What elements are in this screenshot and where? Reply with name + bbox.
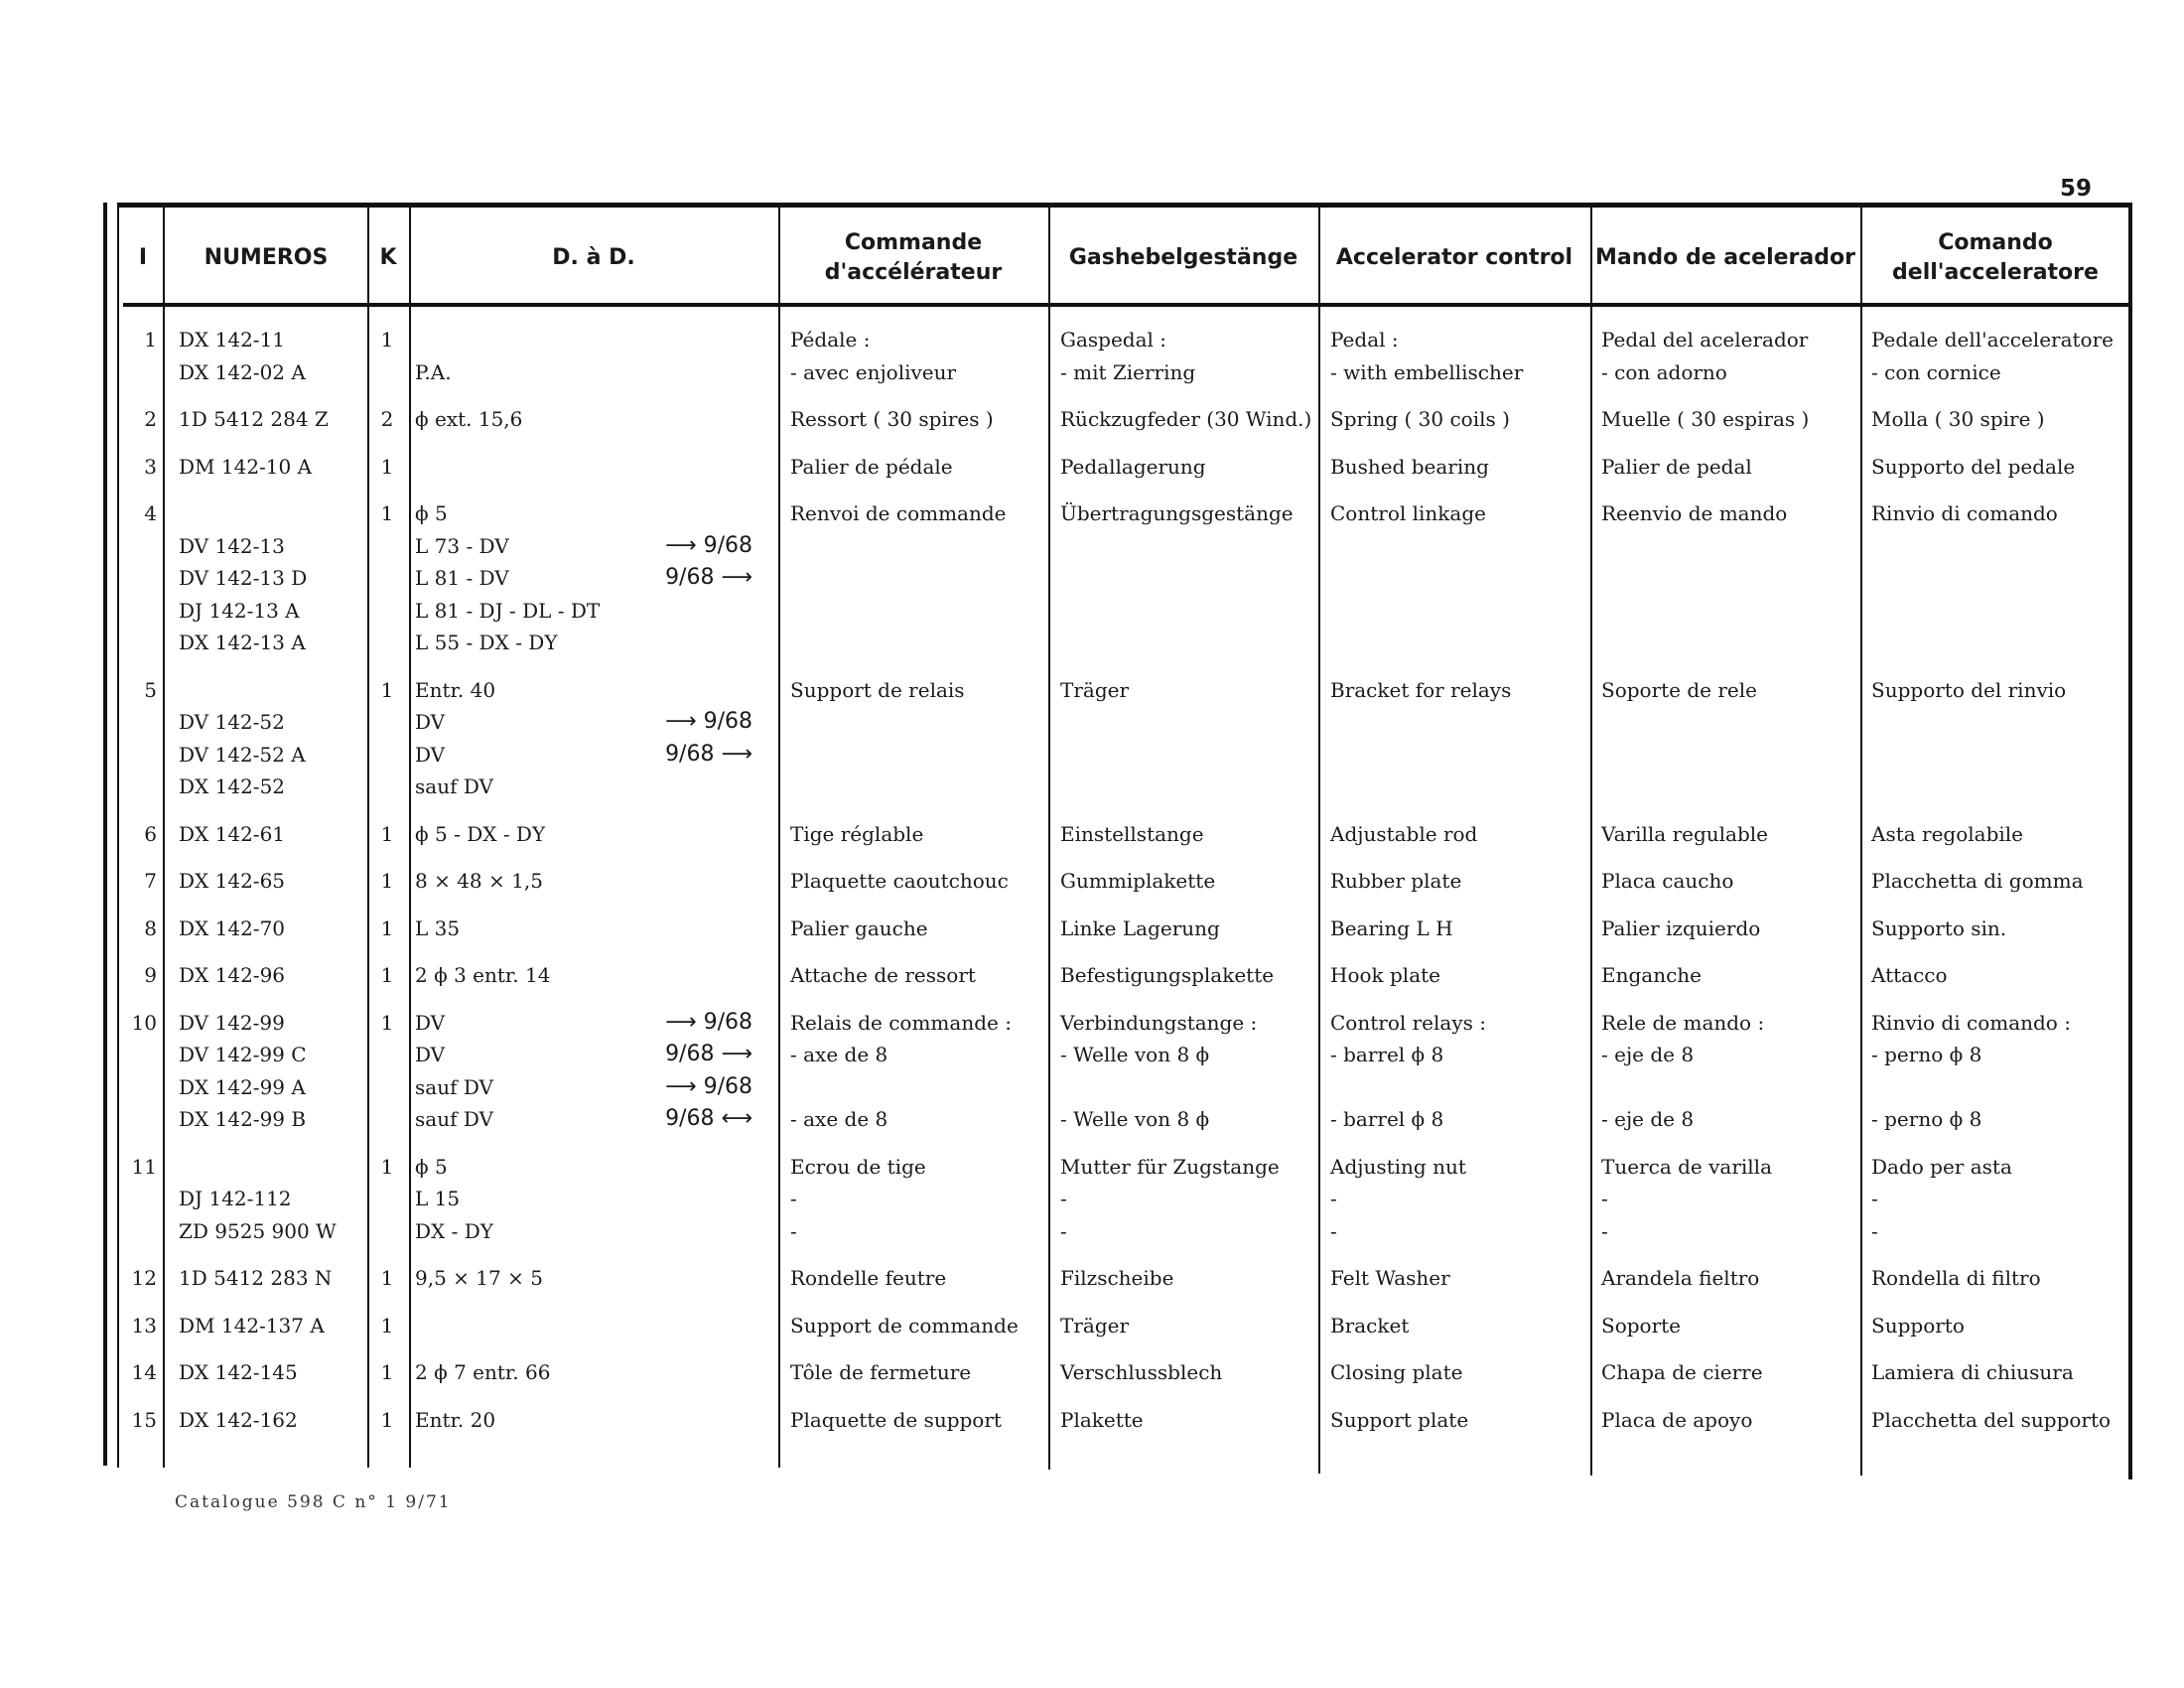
item-index: 11 xyxy=(131,1154,157,1179)
part-number: DX 142-65 xyxy=(179,869,286,893)
page-number: 59 xyxy=(2060,176,2093,202)
desc-spanish: Reenvio de mando xyxy=(1601,501,1788,525)
desc-italian: Supporto sin. xyxy=(1871,915,2007,940)
part-number: DM 142-10 A xyxy=(179,454,313,479)
desc-english: - barrel ϕ 8 xyxy=(1330,1107,1444,1131)
dad-spec: P.A. xyxy=(415,359,452,384)
desc-french: Ressort ( 30 spires ) xyxy=(790,407,994,431)
desc-english: Hook plate xyxy=(1330,963,1440,987)
dad-spec: ϕ 5 xyxy=(415,501,448,525)
desc-german: - mit Zierring xyxy=(1060,359,1196,384)
item-quantity: 1 xyxy=(380,1154,394,1179)
column-rule xyxy=(1048,203,1050,1470)
desc-spanish: Placa de apoyo xyxy=(1601,1407,1753,1432)
desc-german: Träger xyxy=(1060,1313,1130,1337)
item-quantity: 1 xyxy=(380,501,394,525)
desc-english: Bracket xyxy=(1330,1313,1410,1337)
desc-english: Bushed bearing xyxy=(1330,454,1489,479)
dad-spec: Entr. 20 xyxy=(415,1407,496,1432)
item-quantity: 1 xyxy=(380,1360,394,1384)
desc-english: - xyxy=(1330,1218,1337,1243)
header-index: I xyxy=(138,245,148,270)
dad-spec: DV xyxy=(415,1043,446,1066)
desc-french: Rondelle feutre xyxy=(790,1266,947,1290)
column-rule xyxy=(1860,203,1862,1476)
part-number: DX 142-13 A xyxy=(179,631,306,654)
desc-italian: Supporto del pedale xyxy=(1871,454,2076,479)
dad-spec: 2 ϕ 7 entr. 66 xyxy=(415,1360,551,1384)
desc-spanish: Palier izquierdo xyxy=(1601,915,1761,940)
desc-german: Plakette xyxy=(1060,1407,1144,1432)
item-quantity: 1 xyxy=(380,1407,394,1432)
desc-spanish: Pedal del acelerador xyxy=(1601,328,1809,352)
part-number: 1D 5412 283 N xyxy=(179,1266,333,1290)
desc-italian: Rinvio di comando xyxy=(1871,501,2058,525)
desc-german: Gaspedal : xyxy=(1060,328,1167,352)
item-quantity: 1 xyxy=(380,454,394,479)
desc-english: - with embellischer xyxy=(1330,359,1524,384)
header-bottom-rule xyxy=(123,303,2128,307)
desc-italian: Supporto xyxy=(1871,1313,1965,1337)
desc-english: Closing plate xyxy=(1330,1360,1463,1384)
part-number: DX 142-52 xyxy=(179,774,286,798)
item-index: 15 xyxy=(131,1407,157,1432)
item-index: 1 xyxy=(144,328,157,352)
part-number: DV 142-99 xyxy=(179,1010,285,1035)
desc-french: Support de relais xyxy=(790,677,965,702)
desc-italian: - xyxy=(1871,1218,1878,1243)
desc-english: Support plate xyxy=(1330,1407,1469,1432)
desc-german: Befestigungsplakette xyxy=(1060,963,1275,987)
item-index: 4 xyxy=(144,501,157,525)
item-index: 5 xyxy=(144,677,157,702)
part-number: DX 142-99 A xyxy=(179,1074,306,1099)
dad-spec: sauf DV xyxy=(415,774,493,798)
part-number: DM 142-137 A xyxy=(179,1313,325,1337)
column-rule xyxy=(103,203,107,1466)
desc-italian: Supporto del rinvio xyxy=(1871,677,2067,702)
item-quantity: 1 xyxy=(380,869,394,893)
desc-spanish: Muelle ( 30 espiras ) xyxy=(1601,407,1810,431)
item-quantity: 1 xyxy=(380,1266,394,1290)
item-index: 2 xyxy=(144,407,157,431)
item-quantity: 1 xyxy=(380,677,394,702)
desc-italian: Lamiera di chiusura xyxy=(1871,1360,2074,1384)
item-index: 6 xyxy=(144,821,157,846)
header-english: Accelerator control xyxy=(1335,245,1573,270)
desc-german: - Welle von 8 ϕ xyxy=(1060,1043,1210,1066)
desc-german: - Welle von 8 ϕ xyxy=(1060,1107,1210,1131)
date-arrow: ⟶ 9/68 xyxy=(665,1073,752,1099)
desc-french: Plaquette caoutchouc xyxy=(790,869,1009,893)
desc-german: Pedallagerung xyxy=(1060,454,1206,479)
desc-french: - xyxy=(790,1187,797,1210)
desc-spanish: - eje de 8 xyxy=(1601,1107,1695,1131)
desc-spanish: Soporte de rele xyxy=(1601,677,1758,702)
desc-english: - barrel ϕ 8 xyxy=(1330,1043,1444,1066)
part-number: DV 142-52 A xyxy=(179,742,306,767)
column-rule xyxy=(778,203,780,1468)
column-rule xyxy=(1590,203,1592,1476)
desc-german: - xyxy=(1060,1187,1067,1210)
item-quantity: 1 xyxy=(380,1010,394,1035)
desc-french: Support de commande xyxy=(790,1313,1019,1337)
desc-german: Mutter für Zugstange xyxy=(1060,1154,1280,1179)
desc-italian: Rinvio di comando : xyxy=(1871,1010,2071,1035)
date-arrow: ⟶ 9/68 xyxy=(665,1009,752,1035)
part-number: ZD 9525 900 W xyxy=(179,1218,337,1243)
desc-english: Bearing L H xyxy=(1330,915,1453,940)
desc-german: Filzscheibe xyxy=(1060,1266,1174,1290)
header-quantity: K xyxy=(379,245,397,270)
date-arrow: 9/68 ⟷ xyxy=(665,1106,752,1131)
dad-spec: DV xyxy=(415,710,446,734)
dad-spec: L 81 - DJ - DL - DT xyxy=(415,598,601,623)
item-index: 9 xyxy=(144,963,157,987)
desc-spanish: Soporte xyxy=(1601,1313,1682,1337)
desc-italian: Placchetta del supporto xyxy=(1871,1407,2112,1432)
desc-english: Adjusting nut xyxy=(1330,1154,1466,1179)
desc-english: Pedal : xyxy=(1330,328,1399,352)
desc-italian: Placchetta di gomma xyxy=(1871,869,2084,893)
part-number: DX 142-61 xyxy=(179,821,286,846)
item-index: 13 xyxy=(131,1313,157,1337)
desc-spanish: Varilla regulable xyxy=(1601,821,1768,846)
dad-spec: 9,5 × 17 × 5 xyxy=(415,1266,543,1290)
column-rule xyxy=(163,203,165,1468)
desc-spanish: - eje de 8 xyxy=(1601,1043,1695,1066)
part-number: DX 142-96 xyxy=(179,963,286,987)
item-index: 10 xyxy=(131,1010,157,1035)
desc-italian: Dado per asta xyxy=(1871,1154,2012,1179)
desc-french: Tôle de fermeture xyxy=(790,1360,972,1384)
part-number: DX 142-99 B xyxy=(179,1107,307,1131)
header-dad: D. à D. xyxy=(552,245,635,270)
desc-english: Felt Washer xyxy=(1330,1266,1450,1290)
dad-spec: ϕ 5 - DX - DY xyxy=(415,821,546,846)
desc-french: Renvoi de commande xyxy=(790,501,1007,525)
dad-spec: 8 × 48 × 1,5 xyxy=(415,869,543,893)
header-german: Gashebelgestänge xyxy=(1068,245,1298,270)
desc-english: Adjustable rod xyxy=(1330,821,1478,846)
desc-french: Plaquette de support xyxy=(790,1407,1002,1432)
item-quantity: 1 xyxy=(380,821,394,846)
part-number: DX 142-162 xyxy=(179,1407,298,1432)
desc-english: Spring ( 30 coils ) xyxy=(1330,407,1510,431)
desc-spanish: Tuerca de varilla xyxy=(1601,1154,1772,1179)
dad-spec: DV xyxy=(415,1010,446,1035)
desc-spanish: Placa caucho xyxy=(1601,869,1734,893)
desc-french: Pédale : xyxy=(790,328,871,352)
part-number: DV 142-52 xyxy=(179,710,285,734)
desc-french: - axe de 8 xyxy=(790,1107,888,1131)
desc-spanish: Chapa de cierre xyxy=(1601,1360,1763,1384)
dad-spec: L 73 - DV xyxy=(415,533,509,558)
item-index: 7 xyxy=(144,869,157,893)
desc-german: Verbindungstange : xyxy=(1060,1010,1258,1035)
desc-italian: Molla ( 30 spire ) xyxy=(1871,407,2045,431)
part-number: 1D 5412 284 Z xyxy=(179,407,329,431)
header-numeros: NUMEROS xyxy=(204,245,329,270)
desc-german: Gummiplakette xyxy=(1060,869,1216,893)
dad-spec: L 81 - DV xyxy=(415,566,509,590)
desc-spanish: Enganche xyxy=(1601,963,1703,987)
column-rule xyxy=(367,203,369,1468)
column-rule xyxy=(409,203,411,1468)
date-arrow: ⟶ 9/68 xyxy=(665,709,752,734)
desc-italian: Pedale dell'acceleratore xyxy=(1871,328,2114,352)
desc-french: Palier de pédale xyxy=(790,454,953,479)
item-quantity: 2 xyxy=(380,407,394,431)
item-quantity: 1 xyxy=(380,963,394,987)
desc-italian: - con cornice xyxy=(1871,359,2001,384)
dad-spec: L 55 - DX - DY xyxy=(415,631,558,654)
desc-french: - avec enjoliveur xyxy=(790,359,957,384)
item-index: 8 xyxy=(144,915,157,940)
dad-spec: L 35 xyxy=(415,915,461,940)
header-italian: Comando dell'acceleratore xyxy=(1892,230,2099,285)
desc-french: Palier gauche xyxy=(790,915,928,940)
desc-italian: Rondella di filtro xyxy=(1871,1266,2041,1290)
date-arrow: 9/68 ⟶ xyxy=(665,565,752,590)
header-spanish: Mando de acelerador xyxy=(1595,245,1855,270)
item-quantity: 1 xyxy=(380,915,394,940)
table-top-rule xyxy=(117,203,2128,208)
desc-italian: Asta regolabile xyxy=(1871,821,2024,846)
desc-spanish: - xyxy=(1601,1218,1608,1243)
desc-spanish: Rele de mando : xyxy=(1601,1010,1765,1035)
desc-italian: Attacco xyxy=(1871,963,1948,987)
date-arrow: ⟶ 9/68 xyxy=(665,532,752,558)
desc-german: - xyxy=(1060,1218,1067,1243)
catalogue-footer: Catalogue 598 C n° 1 9/71 xyxy=(175,1492,452,1512)
dad-spec: DV xyxy=(415,742,446,767)
desc-french: Ecrou de tige xyxy=(790,1154,926,1179)
date-arrow: 9/68 ⟶ xyxy=(665,741,752,767)
desc-spanish: Arandela fieltro xyxy=(1601,1266,1760,1290)
date-arrow: 9/68 ⟶ xyxy=(665,1042,752,1066)
desc-english: Control relays : xyxy=(1330,1010,1486,1035)
dad-spec: DX - DY xyxy=(415,1218,493,1243)
desc-english: Rubber plate xyxy=(1330,869,1462,893)
desc-german: Träger xyxy=(1060,677,1130,702)
desc-spanish: - xyxy=(1601,1187,1608,1210)
part-number: DX 142-145 xyxy=(179,1360,298,1384)
desc-german: Verschlussblech xyxy=(1060,1360,1223,1384)
desc-english: - xyxy=(1330,1187,1337,1210)
desc-french: Attache de ressort xyxy=(790,963,976,987)
desc-german: Einstellstange xyxy=(1060,821,1204,846)
column-rule xyxy=(1318,203,1320,1474)
item-quantity: 1 xyxy=(380,1313,394,1337)
dad-spec: L 15 xyxy=(415,1187,461,1210)
part-number: DJ 142-13 A xyxy=(179,598,300,623)
desc-italian: - perno ϕ 8 xyxy=(1871,1107,1982,1131)
part-number: DX 142-70 xyxy=(179,915,286,940)
desc-french: - axe de 8 xyxy=(790,1043,888,1066)
desc-spanish: Palier de pedal xyxy=(1601,454,1752,479)
item-index: 12 xyxy=(131,1266,157,1290)
dad-spec: sauf DV xyxy=(415,1074,493,1099)
part-number: DJ 142-112 xyxy=(179,1187,292,1210)
part-number: DX 142-11 xyxy=(179,328,286,352)
dad-spec: 2 ϕ 3 entr. 14 xyxy=(415,963,551,987)
item-quantity: 1 xyxy=(380,328,394,352)
desc-italian: - perno ϕ 8 xyxy=(1871,1043,1982,1066)
dad-spec: ϕ ext. 15,6 xyxy=(415,407,523,431)
header-french: Commande d'accélérateur xyxy=(824,230,1003,285)
part-number: DX 142-02 A xyxy=(179,359,306,384)
desc-french: Tige réglable xyxy=(790,821,924,846)
desc-english: Bracket for relays xyxy=(1330,677,1512,702)
desc-french: - xyxy=(790,1218,797,1243)
dad-spec: sauf DV xyxy=(415,1107,493,1131)
desc-spanish: - con adorno xyxy=(1601,359,1727,384)
column-rule xyxy=(2128,203,2132,1479)
part-number: DV 142-13 D xyxy=(179,566,308,590)
desc-german: Übertragungsgestänge xyxy=(1060,501,1294,525)
part-number: DV 142-99 C xyxy=(179,1043,307,1066)
desc-english: Control linkage xyxy=(1330,501,1486,525)
desc-german: Linke Lagerung xyxy=(1060,915,1220,940)
item-index: 3 xyxy=(144,454,157,479)
dad-spec: Entr. 40 xyxy=(415,677,496,702)
item-index: 14 xyxy=(131,1360,157,1384)
desc-italian: - xyxy=(1871,1187,1878,1210)
part-number: DV 142-13 xyxy=(179,533,285,558)
desc-french: Relais de commande : xyxy=(790,1010,1012,1035)
desc-german: Rückzugfeder (30 Wind.) xyxy=(1060,407,1312,431)
dad-spec: ϕ 5 xyxy=(415,1154,448,1179)
